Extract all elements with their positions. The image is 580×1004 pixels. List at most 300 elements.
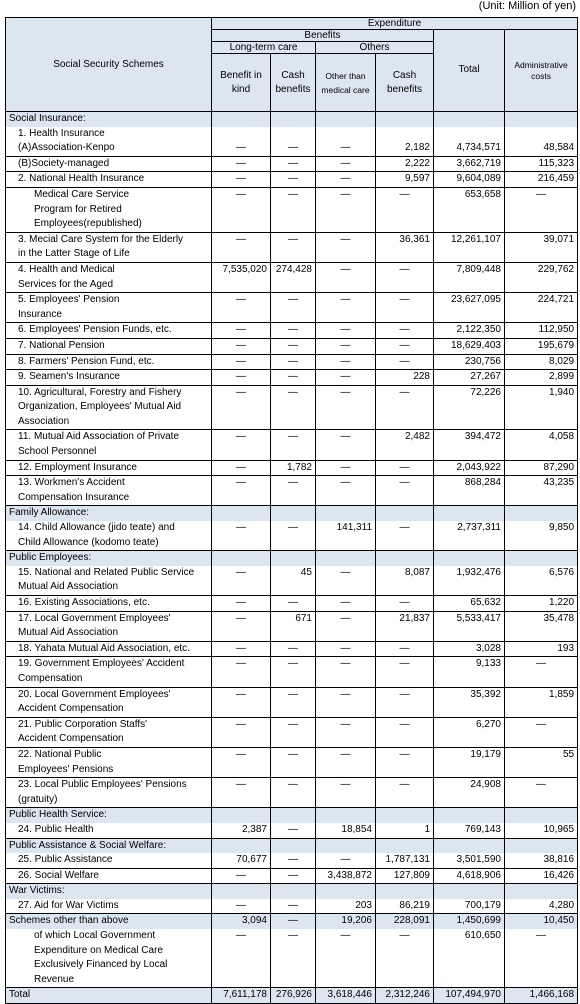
- row-label: 18. Yahata Mutual Aid Association, etc.: [6, 641, 212, 657]
- cell-ltc-cash-benefits: —: [271, 338, 316, 354]
- cell-ltc-cash-benefits: —: [271, 323, 316, 339]
- cell-benefit-in-kind: —: [212, 717, 271, 747]
- header-others: Others: [316, 42, 434, 54]
- cell-administrative-costs: —: [505, 778, 578, 808]
- cell-other-than-medical-care: —: [316, 641, 376, 657]
- cell-total: [434, 551, 505, 566]
- cell-administrative-costs: [505, 127, 578, 142]
- cell-total: 653,658: [434, 187, 505, 232]
- cell-administrative-costs: 115,323: [505, 156, 578, 172]
- table-row: [6, 899, 578, 914]
- cell-administrative-costs: 224,721: [505, 293, 578, 323]
- table-row: [6, 929, 578, 988]
- cell-cash-benefits: 1,787,131: [376, 853, 434, 868]
- table-row: [6, 476, 578, 506]
- cell-administrative-costs: [505, 506, 578, 521]
- row-label: (A)Association-Kenpo: [6, 141, 212, 156]
- cell-total: 23,627,095: [434, 293, 505, 323]
- cell-other-than-medical-care: —: [316, 323, 376, 339]
- cell-cash-benefits: —: [376, 641, 434, 657]
- cell-ltc-cash-benefits: —: [271, 747, 316, 777]
- table-row: [6, 657, 578, 687]
- cell-other-than-medical-care: —: [316, 172, 376, 188]
- cell-other-than-medical-care: [316, 127, 376, 142]
- cell-ltc-cash-benefits: —: [271, 141, 316, 156]
- cell-other-than-medical-care: —: [316, 657, 376, 687]
- cell-cash-benefits: —: [376, 747, 434, 777]
- cell-administrative-costs: 16,426: [505, 868, 578, 884]
- header-cash-benefits-others: Cash benefits: [376, 54, 434, 112]
- row-label: 13. Workmen's Accident Compensation Insurance: [6, 476, 212, 506]
- cell-other-than-medical-care: —: [316, 187, 376, 232]
- cell-administrative-costs: 229,762: [505, 262, 578, 292]
- cell-administrative-costs: 4,058: [505, 430, 578, 460]
- cell-cash-benefits: —: [376, 596, 434, 612]
- cell-other-than-medical-care: [316, 808, 376, 823]
- table-row: [6, 385, 578, 430]
- cell-ltc-cash-benefits: —: [271, 521, 316, 551]
- row-label: 1. Health Insurance: [6, 127, 212, 142]
- cell-ltc-cash-benefits: —: [271, 717, 316, 747]
- cell-cash-benefits: 8,087: [376, 566, 434, 596]
- cell-administrative-costs: 193: [505, 641, 578, 657]
- cell-benefit-in-kind: 7,611,178: [212, 988, 271, 1004]
- cell-ltc-cash-benefits: 671: [271, 611, 316, 641]
- cell-other-than-medical-care: 18,854: [316, 823, 376, 838]
- section-row: [6, 884, 578, 899]
- cell-ltc-cash-benefits: —: [271, 354, 316, 370]
- table-row: [6, 354, 578, 370]
- cell-other-than-medical-care: [316, 838, 376, 853]
- table-row: [6, 717, 578, 747]
- total-row: [6, 988, 578, 1004]
- cell-other-than-medical-care: 3,618,446: [316, 988, 376, 1004]
- row-label: 12. Employment Insurance: [6, 460, 212, 476]
- row-label: 20. Local Government Employees' Accident Compensation: [6, 687, 212, 717]
- cell-total: 65,632: [434, 596, 505, 612]
- cell-benefit-in-kind: —: [212, 232, 271, 262]
- cell-administrative-costs: [505, 112, 578, 127]
- cell-other-than-medical-care: —: [316, 747, 376, 777]
- cell-benefit-in-kind: —: [212, 566, 271, 596]
- table-row: [6, 611, 578, 641]
- row-label: Total: [6, 988, 212, 1004]
- table-row: [6, 232, 578, 262]
- cell-cash-benefits: —: [376, 354, 434, 370]
- cell-benefit-in-kind: 3,094: [212, 914, 271, 929]
- row-label: Public Employees:: [6, 551, 212, 566]
- cell-benefit-in-kind: —: [212, 611, 271, 641]
- cell-cash-benefits: —: [376, 687, 434, 717]
- cell-administrative-costs: 1,466,168: [505, 988, 578, 1004]
- table-row: [6, 596, 578, 612]
- cell-cash-benefits: 1: [376, 823, 434, 838]
- row-label: Medical Care Service Program for Retired Employees(republished): [6, 187, 212, 232]
- cell-benefit-in-kind: —: [212, 156, 271, 172]
- cell-total: 4,618,906: [434, 868, 505, 884]
- cell-cash-benefits: 2,312,246: [376, 988, 434, 1004]
- cell-benefit-in-kind: —: [212, 641, 271, 657]
- row-label: 3. Mecial Care System for the Elderly in the Latter Stage of Life: [6, 232, 212, 262]
- table-row: [6, 293, 578, 323]
- cell-administrative-costs: 10,450: [505, 914, 578, 929]
- cell-ltc-cash-benefits: —: [271, 641, 316, 657]
- cell-cash-benefits: [376, 808, 434, 823]
- header-other-than-medical-care: Other than medical care: [316, 54, 376, 112]
- cell-ltc-cash-benefits: —: [271, 868, 316, 884]
- cell-other-than-medical-care: —: [316, 370, 376, 386]
- cell-administrative-costs: 9,850: [505, 521, 578, 551]
- cell-benefit-in-kind: —: [212, 929, 271, 988]
- cell-administrative-costs: [505, 551, 578, 566]
- cell-ltc-cash-benefits: [271, 808, 316, 823]
- cell-ltc-cash-benefits: —: [271, 172, 316, 188]
- header-total: Total: [434, 30, 505, 112]
- cell-ltc-cash-benefits: —: [271, 232, 316, 262]
- cell-other-than-medical-care: —: [316, 460, 376, 476]
- cell-total: 610,650: [434, 929, 505, 988]
- cell-benefit-in-kind: —: [212, 323, 271, 339]
- cell-administrative-costs: 39,071: [505, 232, 578, 262]
- cell-ltc-cash-benefits: —: [271, 596, 316, 612]
- table-row: [6, 338, 578, 354]
- cell-ltc-cash-benefits: [271, 112, 316, 127]
- row-label: 14. Child Allowance (jido teate) and Child Allowance (kodomo teate): [6, 521, 212, 551]
- row-label: War Victims:: [6, 884, 212, 899]
- cell-total: [434, 884, 505, 899]
- cell-other-than-medical-care: —: [316, 853, 376, 868]
- cell-other-than-medical-care: —: [316, 232, 376, 262]
- cell-benefit-in-kind: —: [212, 899, 271, 914]
- cell-total: 72,226: [434, 385, 505, 430]
- cell-cash-benefits: [376, 127, 434, 142]
- section-row: [6, 838, 578, 853]
- cell-benefit-in-kind: [212, 838, 271, 853]
- cell-ltc-cash-benefits: —: [271, 385, 316, 430]
- cell-other-than-medical-care: —: [316, 338, 376, 354]
- cell-administrative-costs: 1,940: [505, 385, 578, 430]
- row-label: 6. Employees' Pension Funds, etc.: [6, 323, 212, 339]
- cell-total: 3,028: [434, 641, 505, 657]
- table-row: [6, 370, 578, 386]
- cell-other-than-medical-care: —: [316, 156, 376, 172]
- cell-total: 230,756: [434, 354, 505, 370]
- cell-total: 769,143: [434, 823, 505, 838]
- row-label: 8. Farmers' Pension Fund, etc.: [6, 354, 212, 370]
- cell-total: 2,737,311: [434, 521, 505, 551]
- cell-ltc-cash-benefits: 1,782: [271, 460, 316, 476]
- cell-other-than-medical-care: [316, 551, 376, 566]
- cell-total: 35,392: [434, 687, 505, 717]
- cell-total: 12,261,107: [434, 232, 505, 262]
- table-row: [6, 430, 578, 460]
- cell-administrative-costs: 48,584: [505, 141, 578, 156]
- cell-other-than-medical-care: 3,438,872: [316, 868, 376, 884]
- cell-benefit-in-kind: [212, 112, 271, 127]
- cell-ltc-cash-benefits: [271, 506, 316, 521]
- cell-cash-benefits: [376, 551, 434, 566]
- row-label: 17. Local Government Employees' Mutual Aid Association: [6, 611, 212, 641]
- cell-administrative-costs: 2,899: [505, 370, 578, 386]
- cell-ltc-cash-benefits: —: [271, 778, 316, 808]
- cell-total: 700,179: [434, 899, 505, 914]
- cell-cash-benefits: —: [376, 476, 434, 506]
- cell-ltc-cash-benefits: —: [271, 823, 316, 838]
- table-row: [6, 262, 578, 292]
- row-label: of which Local Government Expenditure on Medical Care Exclusively Financed by Local Revenue: [6, 929, 212, 988]
- table-row: [6, 172, 578, 188]
- row-label: 10. Agricultural, Forestry and Fishery Organization, Employees' Mutual Aid Association: [6, 385, 212, 430]
- cell-total: 19,179: [434, 747, 505, 777]
- row-label: Schemes other than above: [6, 914, 212, 929]
- row-label: 9. Seamen's Insurance: [6, 370, 212, 386]
- cell-total: 3,501,590: [434, 853, 505, 868]
- cell-cash-benefits: [376, 838, 434, 853]
- cell-cash-benefits: 2,182: [376, 141, 434, 156]
- cell-total: 24,908: [434, 778, 505, 808]
- cell-other-than-medical-care: —: [316, 687, 376, 717]
- cell-ltc-cash-benefits: —: [271, 687, 316, 717]
- cell-ltc-cash-benefits: —: [271, 370, 316, 386]
- cell-other-than-medical-care: [316, 506, 376, 521]
- table-row: [6, 566, 578, 596]
- section-row: [6, 808, 578, 823]
- cell-ltc-cash-benefits: —: [271, 899, 316, 914]
- cell-other-than-medical-care: —: [316, 354, 376, 370]
- cell-ltc-cash-benefits: [271, 551, 316, 566]
- cell-ltc-cash-benefits: 274,428: [271, 262, 316, 292]
- social-security-expenditure-table: [5, 17, 578, 1004]
- cell-total: [434, 808, 505, 823]
- cell-benefit-in-kind: —: [212, 293, 271, 323]
- table-row: [6, 778, 578, 808]
- row-label: 26. Social Welfare: [6, 868, 212, 884]
- cell-other-than-medical-care: —: [316, 596, 376, 612]
- cell-total: [434, 112, 505, 127]
- row-label: Public Assistance & Social Welfare:: [6, 838, 212, 853]
- cell-other-than-medical-care: —: [316, 611, 376, 641]
- cell-benefit-in-kind: [212, 884, 271, 899]
- cell-administrative-costs: 87,290: [505, 460, 578, 476]
- cell-total: 2,122,350: [434, 323, 505, 339]
- cell-cash-benefits: [376, 884, 434, 899]
- cell-administrative-costs: 4,280: [505, 899, 578, 914]
- cell-ltc-cash-benefits: —: [271, 914, 316, 929]
- cell-total: [434, 127, 505, 142]
- cell-cash-benefits: —: [376, 385, 434, 430]
- cell-administrative-costs: —: [505, 187, 578, 232]
- row-label: Family Allowance:: [6, 506, 212, 521]
- row-label: 4. Health and Medical Services for the Aged: [6, 262, 212, 292]
- cell-ltc-cash-benefits: —: [271, 853, 316, 868]
- cell-cash-benefits: —: [376, 338, 434, 354]
- table-row: [6, 323, 578, 339]
- cell-benefit-in-kind: 70,677: [212, 853, 271, 868]
- table-row: [6, 141, 578, 156]
- cell-cash-benefits: —: [376, 717, 434, 747]
- cell-other-than-medical-care: —: [316, 778, 376, 808]
- cell-benefit-in-kind: —: [212, 476, 271, 506]
- cell-total: 6,270: [434, 717, 505, 747]
- cell-benefit-in-kind: —: [212, 460, 271, 476]
- header-expenditure: Expenditure: [212, 18, 578, 30]
- cell-ltc-cash-benefits: —: [271, 293, 316, 323]
- cell-cash-benefits: 228: [376, 370, 434, 386]
- row-label: 2. National Health Insurance: [6, 172, 212, 188]
- cell-administrative-costs: [505, 838, 578, 853]
- cell-benefit-in-kind: [212, 506, 271, 521]
- section-row: [6, 914, 578, 929]
- cell-cash-benefits: [376, 506, 434, 521]
- cell-total: 3,662,719: [434, 156, 505, 172]
- section-row: [6, 112, 578, 127]
- cell-benefit-in-kind: 7,535,020: [212, 262, 271, 292]
- cell-other-than-medical-care: —: [316, 141, 376, 156]
- cell-ltc-cash-benefits: [271, 884, 316, 899]
- cell-benefit-in-kind: —: [212, 354, 271, 370]
- cell-total: 7,809,448: [434, 262, 505, 292]
- table-row: [6, 747, 578, 777]
- cell-cash-benefits: —: [376, 293, 434, 323]
- row-label: 19. Government Employees' Accident Compensation: [6, 657, 212, 687]
- cell-total: 4,734,571: [434, 141, 505, 156]
- header-administrative-costs: Administrative costs: [505, 30, 578, 112]
- cell-other-than-medical-care: 19,206: [316, 914, 376, 929]
- cell-other-than-medical-care: —: [316, 430, 376, 460]
- cell-total: 394,472: [434, 430, 505, 460]
- table-row: [6, 823, 578, 838]
- cell-benefit-in-kind: —: [212, 778, 271, 808]
- cell-administrative-costs: 38,816: [505, 853, 578, 868]
- table-row: [6, 187, 578, 232]
- row-label: 23. Local Public Employees' Pensions (gratuity): [6, 778, 212, 808]
- cell-total: 2,043,922: [434, 460, 505, 476]
- cell-other-than-medical-care: 141,311: [316, 521, 376, 551]
- cell-cash-benefits: 2,482: [376, 430, 434, 460]
- cell-benefit-in-kind: —: [212, 687, 271, 717]
- cell-total: [434, 838, 505, 853]
- section-row: [6, 551, 578, 566]
- cell-other-than-medical-care: —: [316, 717, 376, 747]
- cell-administrative-costs: 8,029: [505, 354, 578, 370]
- cell-administrative-costs: 55: [505, 747, 578, 777]
- cell-ltc-cash-benefits: —: [271, 929, 316, 988]
- header-long-term-care: Long-term care: [212, 42, 316, 54]
- table-row: [6, 127, 578, 142]
- cell-ltc-cash-benefits: 45: [271, 566, 316, 596]
- row-label: 21. Public Corporation Staffs' Accident Compensation: [6, 717, 212, 747]
- cell-other-than-medical-care: 203: [316, 899, 376, 914]
- cell-total: 9,133: [434, 657, 505, 687]
- row-label: Social Insurance:: [6, 112, 212, 127]
- table-row: [6, 460, 578, 476]
- cell-benefit-in-kind: —: [212, 868, 271, 884]
- cell-benefit-in-kind: —: [212, 521, 271, 551]
- cell-administrative-costs: [505, 808, 578, 823]
- unit-note: (Unit: Million of yen): [478, 0, 576, 12]
- cell-cash-benefits: —: [376, 778, 434, 808]
- table-row: [6, 156, 578, 172]
- cell-benefit-in-kind: [212, 808, 271, 823]
- row-label: 11. Mutual Aid Association of Private School Personnel: [6, 430, 212, 460]
- section-row: [6, 506, 578, 521]
- row-label: 25. Public Assistance: [6, 853, 212, 868]
- cell-cash-benefits: —: [376, 460, 434, 476]
- cell-ltc-cash-benefits: [271, 838, 316, 853]
- cell-administrative-costs: 35,478: [505, 611, 578, 641]
- cell-ltc-cash-benefits: —: [271, 476, 316, 506]
- cell-total: 1,450,699: [434, 914, 505, 929]
- cell-other-than-medical-care: —: [316, 293, 376, 323]
- cell-cash-benefits: —: [376, 323, 434, 339]
- cell-ltc-cash-benefits: 276,926: [271, 988, 316, 1004]
- cell-administrative-costs: —: [505, 657, 578, 687]
- cell-cash-benefits: 228,091: [376, 914, 434, 929]
- cell-ltc-cash-benefits: —: [271, 657, 316, 687]
- cell-benefit-in-kind: —: [212, 596, 271, 612]
- cell-benefit-in-kind: —: [212, 141, 271, 156]
- row-label: Public Health Service:: [6, 808, 212, 823]
- cell-other-than-medical-care: [316, 112, 376, 127]
- cell-cash-benefits: 36,361: [376, 232, 434, 262]
- cell-administrative-costs: —: [505, 929, 578, 988]
- cell-other-than-medical-care: —: [316, 476, 376, 506]
- cell-administrative-costs: 216,459: [505, 172, 578, 188]
- cell-total: [434, 506, 505, 521]
- cell-cash-benefits: 21,837: [376, 611, 434, 641]
- cell-benefit-in-kind: —: [212, 172, 271, 188]
- table-row: [6, 641, 578, 657]
- cell-cash-benefits: —: [376, 187, 434, 232]
- cell-benefit-in-kind: 2,387: [212, 823, 271, 838]
- row-label: 22. National Public Employees' Pensions: [6, 747, 212, 777]
- cell-other-than-medical-care: —: [316, 385, 376, 430]
- row-label: 16. Existing Associations, etc.: [6, 596, 212, 612]
- cell-total: 868,284: [434, 476, 505, 506]
- header-benefits: Benefits: [212, 30, 434, 42]
- table-row: [6, 687, 578, 717]
- cell-cash-benefits: 127,809: [376, 868, 434, 884]
- cell-total: 1,932,476: [434, 566, 505, 596]
- cell-other-than-medical-care: —: [316, 262, 376, 292]
- row-label: 5. Employees' Pension Insurance: [6, 293, 212, 323]
- cell-benefit-in-kind: —: [212, 385, 271, 430]
- header-benefit-in-kind: Benefit in kind: [212, 54, 271, 112]
- cell-administrative-costs: [505, 884, 578, 899]
- cell-cash-benefits: 86,219: [376, 899, 434, 914]
- cell-ltc-cash-benefits: —: [271, 430, 316, 460]
- cell-total: 5,533,417: [434, 611, 505, 641]
- cell-total: 9,604,089: [434, 172, 505, 188]
- cell-administrative-costs: 1,859: [505, 687, 578, 717]
- table-row: [6, 868, 578, 884]
- cell-cash-benefits: —: [376, 657, 434, 687]
- cell-benefit-in-kind: —: [212, 338, 271, 354]
- table-row: [6, 853, 578, 868]
- cell-benefit-in-kind: —: [212, 187, 271, 232]
- cell-cash-benefits: —: [376, 521, 434, 551]
- cell-administrative-costs: 6,576: [505, 566, 578, 596]
- cell-other-than-medical-care: [316, 884, 376, 899]
- cell-benefit-in-kind: —: [212, 370, 271, 386]
- cell-benefit-in-kind: [212, 127, 271, 142]
- cell-ltc-cash-benefits: —: [271, 187, 316, 232]
- cell-ltc-cash-benefits: —: [271, 156, 316, 172]
- cell-other-than-medical-care: —: [316, 929, 376, 988]
- cell-ltc-cash-benefits: [271, 127, 316, 142]
- cell-administrative-costs: 112,950: [505, 323, 578, 339]
- cell-benefit-in-kind: —: [212, 657, 271, 687]
